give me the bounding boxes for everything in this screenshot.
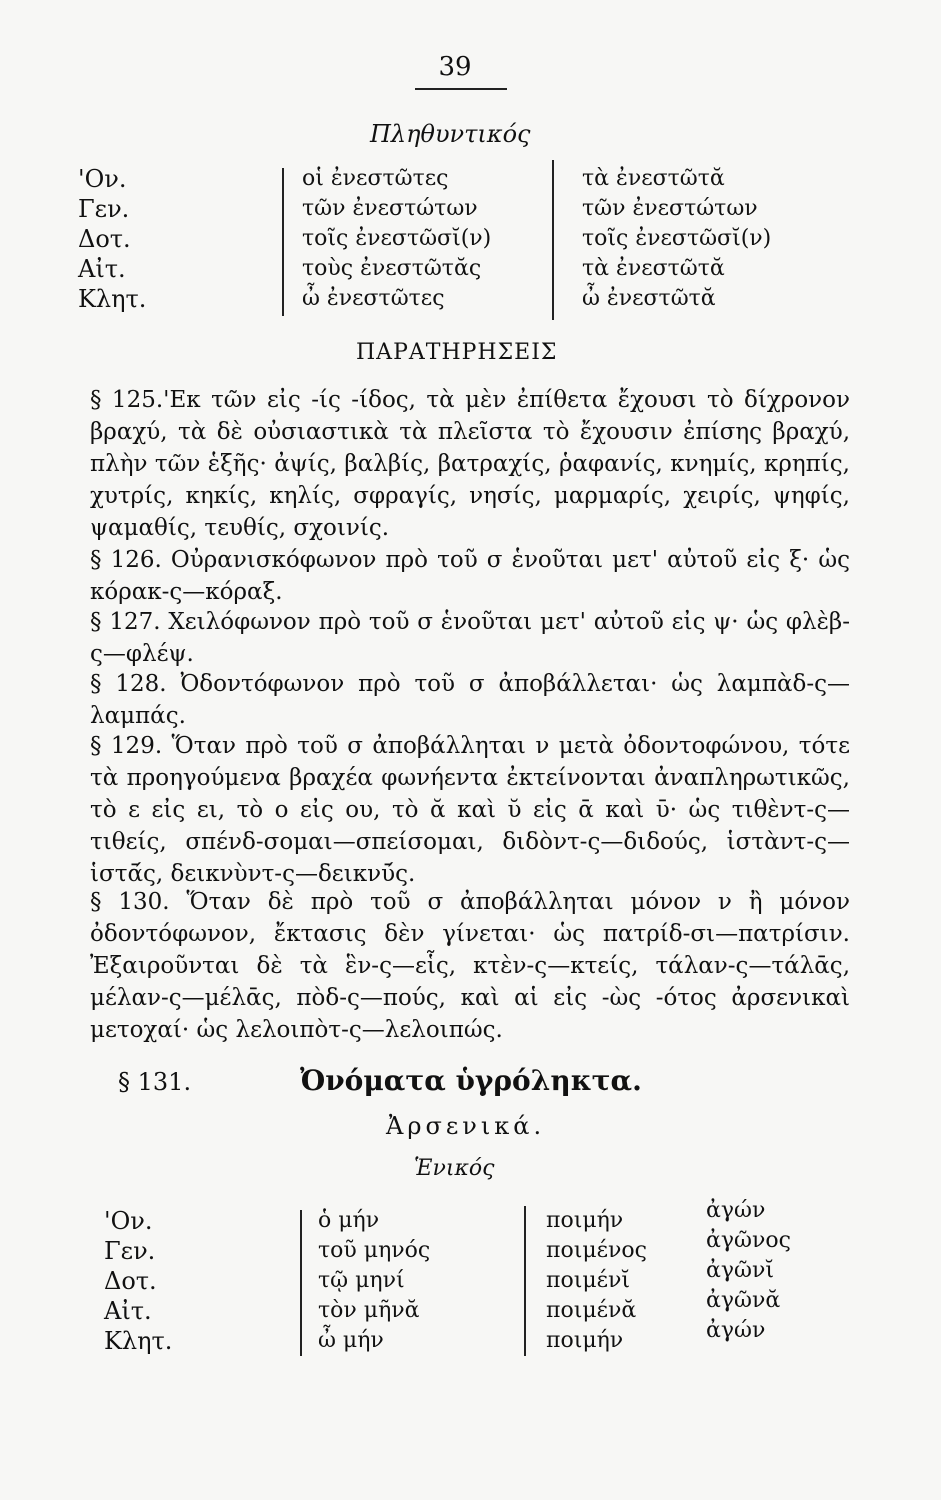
- case-label: Κλητ.: [78, 285, 147, 313]
- plural-heading: Πληθυντικός: [370, 120, 531, 148]
- form: τῶν ἐνεστώτων: [302, 196, 478, 221]
- form: ὦ μήν: [318, 1328, 384, 1353]
- form: ὦ ἐνεστῶτες: [302, 286, 445, 311]
- paragraph-text: § 130. Ὅταν δὲ πρὸ τοῦ σ ἀποβάλληται μόνον ν ἢ μόνον ὀδοντόφωνον, ἔκτασις δὲν γίνεται· ὡς πατρίδ-σι—πατρίσιν. Ἐξαιροῦνται δὲ τὰ ἓν-ς—εἷς, κτὲν-ς—κτείς, τάλαν-ς—τάλᾱς, μέλαν-ς—μέλᾱς, πὸδ-ς—πούς, καὶ αἱ εἰς -ὼς -ότος ἀρσενικαὶ μετοχαί· ὡς λελοιπὸτ-ς—λελοιπώς.: [90, 889, 850, 1043]
- case-label: Γεν.: [104, 1237, 156, 1265]
- section-number: § 131.: [118, 1068, 192, 1096]
- form: οἱ ἐνεστῶτες: [302, 166, 449, 191]
- poimen-column: [546, 1206, 647, 1356]
- form: τοῖς ἐνεστῶσῐ(ν): [582, 226, 772, 251]
- case-label: Δοτ.: [104, 1267, 157, 1295]
- paragraph-130: [90, 886, 850, 1046]
- form: τῷ μηνί: [318, 1268, 405, 1293]
- paragraph-text: § 128. Ὀδοντόφωνον πρὸ τοῦ σ ἀποβάλλεται· ὡς λαμπὰδ-ς—λαμπάς.: [90, 671, 850, 729]
- form: ποιμήν: [546, 1328, 624, 1353]
- form: τοὺς ἐνεστῶτᾰς: [302, 256, 482, 281]
- form: ὦ ἐνεστῶτᾰ: [582, 286, 716, 311]
- form: τὸν μῆνᾰ: [318, 1298, 420, 1323]
- form: ἀγών: [706, 1318, 766, 1343]
- form: ἀγῶνος: [706, 1228, 791, 1253]
- case-label: Αἰτ.: [104, 1297, 152, 1325]
- observations-title: ΠΑΡΑΤΗΡΗΣΕΙΣ: [356, 340, 558, 365]
- gender-subtitle: Ἀρσενικά.: [386, 1112, 546, 1140]
- case-label: Κλητ.: [104, 1327, 173, 1355]
- form: ὁ μήν: [318, 1208, 380, 1233]
- form: τὰ ἐνεστῶτᾰ: [582, 256, 725, 281]
- plural-neuter-column: [582, 164, 771, 314]
- column-divider: [524, 1206, 526, 1356]
- form: ποιμένᾰ: [546, 1298, 637, 1323]
- case-label: 'Ον.: [104, 1207, 153, 1235]
- paragraph-127: [90, 606, 850, 670]
- men-column: [318, 1206, 430, 1356]
- case-label: 'Ον.: [78, 165, 127, 193]
- paragraph-text: § 125.'Εκ τῶν εἰς -ίς -ίδος, τὰ μὲν ἐπίθετα ἔχουσι τὸ δίχρονον βραχύ, τὰ δὲ οὐσιαστικὰ τὰ πλεῖστα τὸ ἔχουσιν ἐπίσης βραχύ, πλὴν τῶν ἑξῆς· ἀψίς, βαλβίς, βατραχίς, ῥαφανίς, κνημίς, κρηπίς, χυτρίς, κηκίς, κηλίς, σφραγίς, νησίς, μαρμαρίς, χειρίς, ψηφίς, ψαμαθίς, τευθίς, σχοινίς.: [90, 387, 850, 541]
- section-title: Ὀνόματα ὑγρόληκτα.: [300, 1064, 642, 1097]
- paragraph-text: § 127. Χειλόφωνον πρὸ τοῦ σ ἑνοῦται μετ' αὐτοῦ εἰς ψ· ὡς φλὲβ-ς—φλέψ.: [90, 609, 850, 667]
- plural-masculine-column: [302, 164, 491, 314]
- case-label: Αἰτ.: [78, 255, 126, 283]
- form: ποιμήν: [546, 1208, 624, 1233]
- form: τῶν ἐνεστώτων: [582, 196, 758, 221]
- column-divider: [282, 168, 284, 316]
- page-number: 39: [438, 52, 472, 82]
- form: ἀγῶνᾰ: [706, 1288, 781, 1313]
- agon-column: [706, 1196, 791, 1346]
- paragraph-129: [90, 730, 850, 890]
- singular-cases: [104, 1206, 172, 1356]
- paragraph-125: [90, 384, 850, 544]
- paragraph-text: § 126. Οὐρανισκόφωνον πρὸ τοῦ σ ἑνοῦται μετ' αὐτοῦ εἰς ξ· ὡς κόρακ-ς—κόραξ.: [90, 547, 850, 605]
- form: ποιμένος: [546, 1238, 647, 1263]
- page-number-rule: [415, 88, 507, 90]
- case-label: Γεν.: [78, 195, 130, 223]
- case-label: Δοτ.: [78, 225, 131, 253]
- form: ἀγών: [706, 1198, 766, 1223]
- paragraph-text: § 129. Ὅταν πρὸ τοῦ σ ἀποβάλληται ν μετὰ ὀδοντοφώνου, τότε τὰ προηγούμενα βραχέα φωνήεντα ἐκτείνονται ἀναπληρωτικῶς, τὸ ε εἰς ει, τὸ ο εἰς ου, τὸ ᾰ καὶ ῠ εἰς ᾱ καὶ ῡ· ὡς τιθὲντ-ς—τιθείς, σπένδ-σομαι—σπείσομαι, διδὸντ-ς—διδούς, ἱστὰντ-ς—ἱστᾱ́ς, δεικνὺντ-ς—δεικνῡ́ς.: [90, 733, 850, 887]
- form: τὰ ἐνεστῶτᾰ: [582, 166, 725, 191]
- column-divider: [300, 1210, 302, 1356]
- form: τοῦ μηνός: [318, 1238, 431, 1263]
- column-divider: [552, 160, 554, 320]
- paragraph-126: [90, 544, 850, 608]
- paragraph-128: [90, 668, 850, 732]
- form: ἀγῶνῐ: [706, 1258, 774, 1283]
- form: τοῖς ἐνεστῶσῐ(ν): [302, 226, 492, 251]
- singular-heading: Ἑνικός: [414, 1156, 495, 1181]
- plural-cases: [78, 164, 146, 314]
- form: ποιμένῐ: [546, 1268, 631, 1293]
